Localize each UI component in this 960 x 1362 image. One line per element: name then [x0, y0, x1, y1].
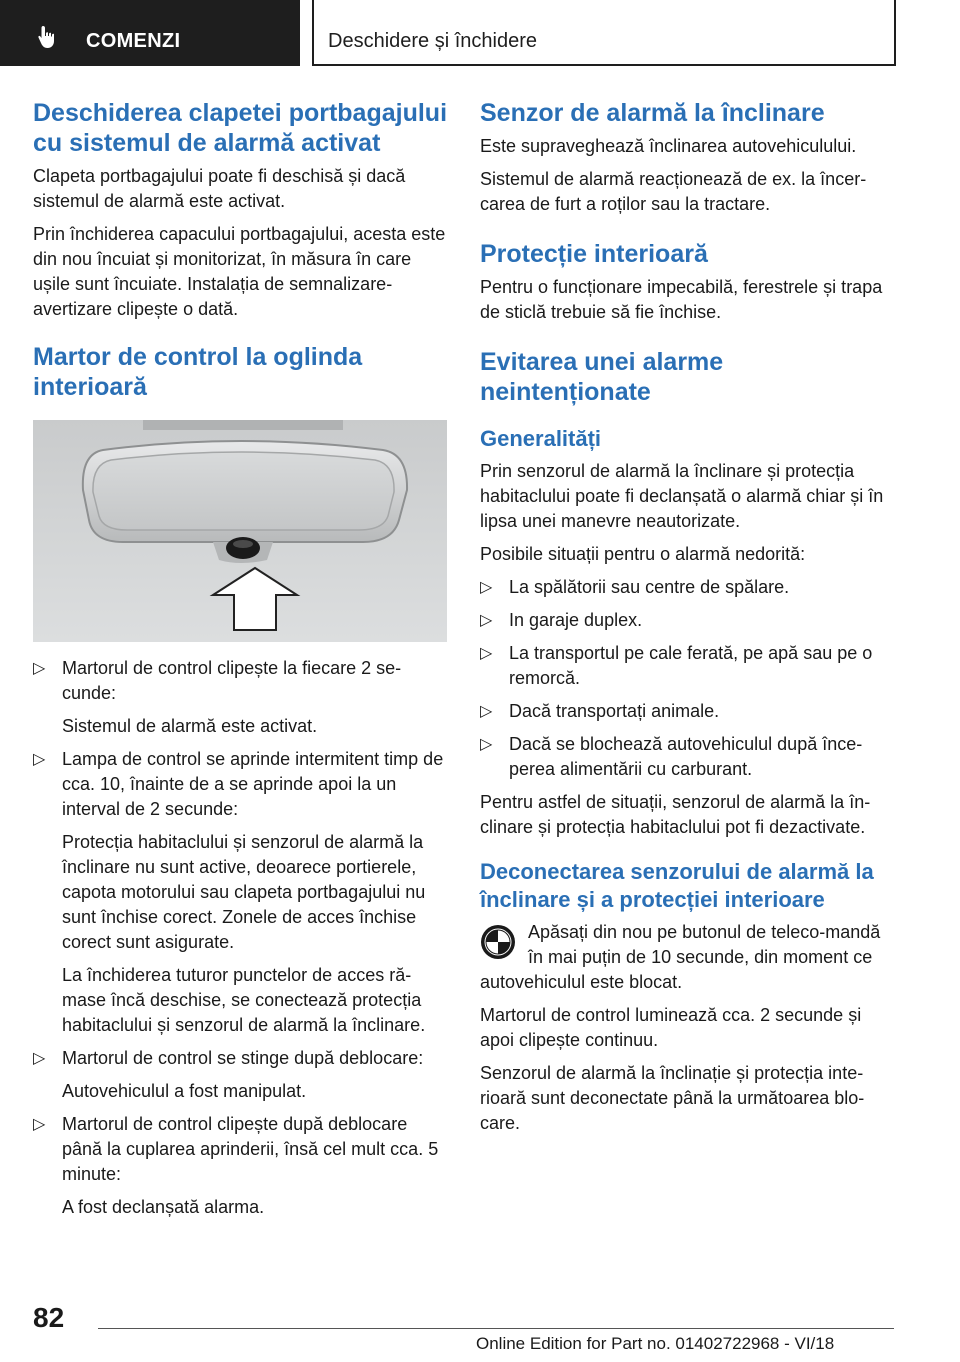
indicator-status-list — [33, 656, 447, 1220]
paragraph: Prin senzorul de alarmă la înclinare și protecția habitaclului poate fi declanșată o alarmă chiar și în lipsa unei manevre neautorizate. — [480, 461, 884, 531]
section-label: COMENZI — [86, 30, 181, 52]
rearview-mirror-indicator-image — [33, 420, 447, 642]
list-item-text: Dacă transportați animale. — [509, 701, 720, 721]
list-item-detail: Autovehiculul a fost manipulat. — [62, 1081, 307, 1101]
triangle-bullet-icon: ▷ — [33, 660, 46, 677]
paragraph: Posibile situații pentru o alarmă nedorită: — [480, 544, 806, 564]
triangle-bullet-icon: ▷ — [480, 579, 493, 596]
mirror-illustration — [33, 420, 447, 642]
paragraph: Pentru astfel de situații, senzorul de alarmă la în-clinare și protecția habitaclului pot fi dezactivate. — [480, 792, 871, 837]
paragraph: Clapeta portbagajului poate fi deschisă și dacă sistemul de alarmă este activat. — [33, 166, 406, 211]
list-item-detail: Protecția habitaclului și senzorul de alarmă la înclinare nu sunt active, deoarece portierele, capota motorului sau clapeta portbagajului nu sunt închise corect. Zonele de acces închise corect sunt asigurate. — [62, 832, 426, 952]
list-item-text: La spălătorii sau centre de spălare. — [509, 577, 790, 597]
list-item — [480, 575, 894, 600]
triangle-bullet-icon: ▷ — [480, 703, 493, 720]
list-item-detail: A fost declanșată alarma. — [62, 1197, 265, 1217]
list-item-text: La transportul pe cale ferată, pe apă sau pe o remorcă. — [509, 643, 873, 688]
hand-pointer-icon — [36, 24, 62, 50]
paragraph: Martorul de control luminează cca. 2 secunde și apoi clipește continuu. — [480, 1005, 862, 1050]
heading-indicator-mirror: Martor de control la oglinda interioară — [33, 343, 363, 401]
section-tab — [0, 0, 300, 66]
heading-trunk-alarm: Deschiderea clapetei portbagajului cu sistemul de alarmă activat — [33, 99, 448, 157]
list-item-text: Martorul de control se stinge după deblocare: — [62, 1048, 424, 1068]
list-item — [33, 747, 447, 1038]
triangle-bullet-icon: ▷ — [480, 736, 493, 753]
footer-divider — [98, 1328, 894, 1329]
list-item — [33, 656, 447, 739]
triangle-bullet-icon: ▷ — [480, 612, 493, 629]
list-item-text: Martorul de control clipește la fiecare 2 se-cunde: — [62, 658, 402, 703]
heading-avoid-alarm: Evitarea unei alarme neintenționate — [480, 348, 724, 406]
list-item — [480, 699, 894, 724]
list-item-detail: La închiderea tuturor punctelor de acces ră-mase încă deschise, se conectează protecția habitaclului și senzorul de alarmă la înclinare. — [62, 965, 426, 1035]
right-column — [480, 98, 894, 1144]
unwanted-alarm-situations-list — [480, 575, 894, 782]
triangle-bullet-icon: ▷ — [33, 1050, 46, 1067]
list-item — [480, 608, 894, 633]
list-item — [33, 1112, 447, 1220]
list-item-text: Martorul de control clipește după deblocare până la cuplarea aprinderii, însă cel mult cca. 5 minute: — [62, 1114, 439, 1184]
page-number: 82 — [33, 1302, 65, 1333]
list-item-text: Dacă se blochează autovehiculul după înce-perea alimentării cu carburant. — [509, 734, 863, 779]
triangle-bullet-icon: ▷ — [480, 645, 493, 662]
paragraph: Este supraveghează înclinarea autovehiculului. — [480, 136, 857, 156]
list-item — [480, 641, 894, 691]
list-item-text: In garaje duplex. — [509, 610, 643, 630]
edition-note: Online Edition for Part no. 01402722968 - VI/18 — [476, 1334, 835, 1353]
list-item — [480, 732, 894, 782]
paragraph: Sistemul de alarmă reacționează de ex. la încer-carea de furt a roților sau la tractare. — [480, 169, 867, 214]
paragraph: Apăsați din nou pe butonul de teleco-mandă în mai puțin de 10 secunde, din moment ce autovehiculul este blocat. — [480, 922, 881, 992]
paragraph: Pentru o funcționare impecabilă, ferestrele și trapa de sticlă trebuie să fie închise. — [480, 277, 883, 322]
heading-general: Generalități — [480, 426, 602, 451]
left-column — [33, 98, 447, 1228]
list-item-text: Lampa de control se aprinde intermitent timp de cca. 10, înainte de a se aprinde apoi la un interval de 2 secunde: — [62, 749, 444, 819]
paragraph: Senzorul de alarmă la înclinație și protecția inte-rioară sunt deconectate până la următoarea blo-care. — [480, 1063, 865, 1133]
heading-interior-protection: Protecție interioară — [480, 240, 708, 268]
heading-tilt-sensor: Senzor de alarmă la înclinare — [480, 99, 825, 127]
list-item — [33, 1046, 447, 1104]
paragraph: Prin închiderea capacului portbagajului, acesta este din nou încuiat și monitorizat, în măsura în care ușile sunt încuiate. Instalația de semnalizare-avertizare clipește o dată. — [33, 224, 446, 319]
breadcrumb-text: Deschidere și închidere — [328, 30, 537, 52]
remote-key-lock-button-icon — [480, 924, 516, 960]
key-instruction — [480, 920, 894, 995]
heading-disconnect-sensor: Deconectarea senzorului de alarmă la înclinare și a protecției interioare — [480, 859, 874, 912]
breadcrumb — [312, 0, 896, 66]
list-item-detail: Sistemul de alarmă este activat. — [62, 716, 318, 736]
page-header — [0, 0, 960, 66]
triangle-bullet-icon: ▷ — [33, 751, 46, 768]
triangle-bullet-icon: ▷ — [33, 1116, 46, 1133]
